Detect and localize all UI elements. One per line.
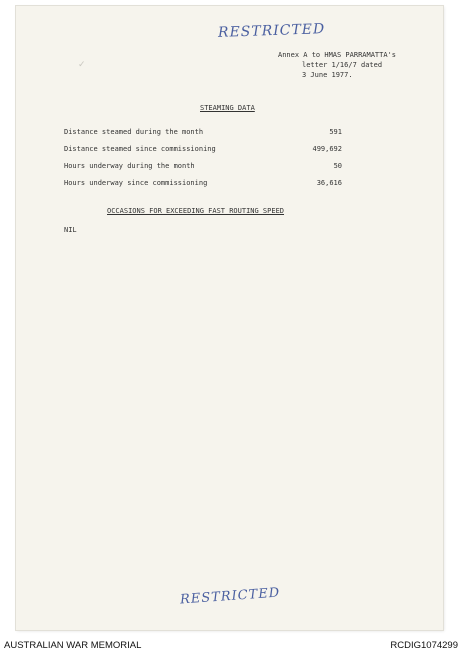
occasions-heading: OCCASIONS FOR EXCEEDING FAST ROUTING SPEED: [107, 207, 285, 215]
row-label: Distance steamed since commissioning: [64, 145, 216, 153]
data-row: [64, 162, 342, 179]
row-value: 36,616: [316, 179, 342, 187]
faint-mark: ✓: [78, 60, 86, 70]
steaming-data-heading: STEAMING DATA: [200, 104, 255, 112]
data-row: [64, 179, 342, 196]
annex-line-3: 3 June 1977.: [302, 71, 353, 79]
annex-reference: [278, 50, 428, 80]
steaming-data-table: [64, 128, 342, 196]
archive-footer: [0, 640, 462, 654]
row-label: Hours underway during the month: [64, 162, 195, 170]
annex-line-1: Annex A to HMAS PARRAMATTA's: [278, 51, 397, 59]
archive-id: RCDIG1074299: [390, 640, 458, 651]
occasions-value: NIL: [64, 226, 77, 234]
row-label: Distance steamed during the month: [64, 128, 204, 136]
document-page: [16, 6, 443, 630]
archive-name: AUSTRALIAN WAR MEMORIAL: [4, 640, 142, 651]
row-value: 591: [329, 128, 342, 136]
row-value: 50: [333, 162, 342, 170]
row-label: Hours underway since commissioning: [64, 179, 208, 187]
data-row: [64, 128, 342, 145]
data-row: [64, 145, 342, 162]
restricted-stamp-bottom: RESTRICTED: [179, 585, 281, 608]
row-value: 499,692: [312, 145, 342, 153]
annex-line-2: letter 1/16/7 dated: [302, 61, 383, 69]
restricted-stamp-top: RESTRICTED: [217, 21, 326, 41]
